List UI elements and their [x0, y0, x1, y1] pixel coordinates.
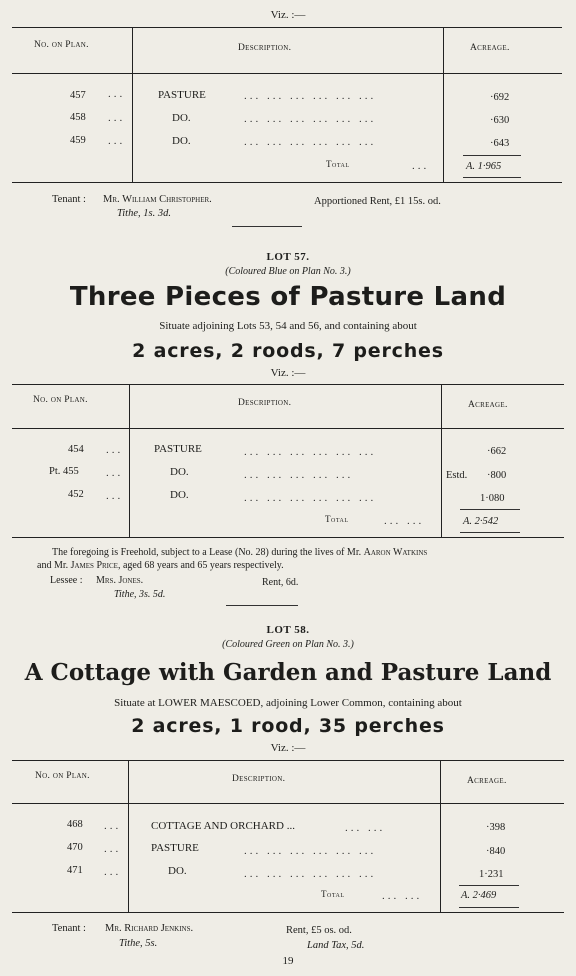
- acreage-value: ·398: [486, 822, 506, 833]
- lease-note-text: and Mr.: [37, 560, 69, 571]
- viz-label: Viz. :—: [270, 367, 306, 379]
- table-bottom-rule: [12, 912, 564, 913]
- lot-number: LOT 57.: [266, 251, 310, 263]
- leader-dots: ... ... ... ... ... ...: [244, 113, 377, 125]
- plan-number: 454: [68, 444, 84, 455]
- total-label: Total: [326, 159, 350, 169]
- plan-number: 470: [67, 842, 83, 853]
- lot-number: LOT 58.: [266, 624, 310, 636]
- leader-dots: ... ... ... ... ... ...: [244, 868, 377, 880]
- lessee-life-name: Aaron Watkins: [363, 547, 428, 558]
- leader-dots: ... ... ... ... ... ...: [244, 845, 377, 857]
- lot-area: 2 acres, 1 rood, 35 perches: [131, 715, 445, 737]
- leader-dots: ... ...: [382, 890, 423, 902]
- leader-dots: ...: [108, 112, 126, 124]
- table-top-rule: [12, 27, 562, 28]
- page-number: 19: [282, 955, 294, 967]
- table-header-rule: [12, 73, 562, 74]
- table-header-rule: [12, 803, 564, 804]
- lease-note-text: , aged 68 years and 65 years respectively.: [117, 560, 284, 571]
- tithe: Tithe, 1s. 3d.: [117, 208, 171, 219]
- header-plan: No. on Plan.: [35, 771, 90, 781]
- description: PASTURE: [158, 89, 206, 101]
- acreage-value: 1·231: [479, 869, 504, 880]
- tenant-name: Mr. William Christopher.: [103, 194, 212, 205]
- lot-heading: A Cottage with Garden and Pasture Land: [24, 659, 552, 686]
- table-bottom-rule: [12, 182, 562, 183]
- leader-dots: ... ... ... ... ... ...: [244, 90, 377, 102]
- leader-dots: ...: [104, 866, 122, 878]
- plan-colour-note: (Coloured Green on Plan No. 3.): [222, 639, 354, 650]
- plan-number: 471: [67, 865, 83, 876]
- column-divider: [440, 760, 441, 912]
- acreage-value: 1·080: [480, 493, 505, 504]
- lot-area: 2 acres, 2 roods, 7 perches: [132, 340, 444, 362]
- total-label: Total: [321, 889, 345, 899]
- total-rule: [459, 907, 519, 908]
- acreage-value: ·840: [486, 846, 506, 857]
- table-top-rule: [12, 384, 564, 385]
- plan-colour-note: (Coloured Blue on Plan No. 3.): [225, 266, 351, 277]
- rent: Rent, 6d.: [262, 577, 299, 588]
- description: DO.: [170, 466, 189, 478]
- apportioned-rent: Apportioned Rent, £1 15s. od.: [314, 196, 441, 207]
- total-rule: [463, 177, 521, 178]
- description: DO.: [168, 865, 187, 877]
- acreage-value: ·692: [490, 92, 510, 103]
- situation-text: Situate at LOWER MAESCOED, adjoining Lower Common, containing about: [114, 697, 462, 709]
- viz-label: Viz. :—: [270, 742, 306, 754]
- header-plan: No. on Plan.: [34, 40, 89, 50]
- column-divider: [132, 27, 133, 182]
- total-acreage: A. 2·469: [461, 890, 497, 901]
- header-acreage: Acreage.: [470, 43, 510, 53]
- plan-number: 459: [70, 135, 86, 146]
- total-rule: [463, 155, 521, 156]
- section-separator: [226, 605, 298, 606]
- section-separator: [232, 226, 302, 227]
- tenant-label: Tenant :: [52, 923, 86, 934]
- plan-number: 468: [67, 819, 83, 830]
- tithe: Tithe, 3s. 5d.: [114, 589, 166, 600]
- total-rule: [459, 885, 519, 886]
- plan-number: 457: [70, 90, 86, 101]
- lease-note: [52, 547, 427, 558]
- acreage-value: ·800: [487, 470, 507, 481]
- rent: Rent, £5 os. od.: [286, 925, 352, 936]
- header-description: Description.: [238, 398, 292, 408]
- description: COTTAGE AND ORCHARD ...: [151, 820, 295, 832]
- acreage-value: ·630: [490, 115, 510, 126]
- column-divider: [443, 27, 444, 182]
- table-bottom-rule: [12, 537, 564, 538]
- leader-dots: ...: [108, 88, 126, 100]
- lease-note-text: The foregoing is Freehold, subject to a Lease (No. 28) during the lives of Mr.: [52, 547, 362, 558]
- table-header-rule: [12, 428, 564, 429]
- situation-text: Situate adjoining Lots 53, 54 and 56, and containing about: [159, 320, 417, 332]
- description: DO.: [172, 135, 191, 147]
- lessee-label: Lessee :: [50, 575, 83, 586]
- total-label: Total: [325, 514, 349, 524]
- plan-number: Pt. 455: [49, 466, 79, 477]
- column-divider: [129, 384, 130, 537]
- leader-dots: ... ...: [345, 822, 386, 834]
- column-divider: [128, 760, 129, 912]
- header-acreage: Acreage.: [468, 400, 508, 410]
- tenant-label: Tenant :: [52, 194, 86, 205]
- lease-note: [37, 560, 284, 571]
- table-top-rule: [12, 760, 564, 761]
- total-acreage: A. 1·965: [466, 161, 502, 172]
- leader-dots: ... ... ... ... ...: [244, 469, 354, 481]
- leader-dots: ... ... ... ... ... ...: [244, 446, 377, 458]
- header-acreage: Acreage.: [467, 776, 507, 786]
- plan-number: 452: [68, 489, 84, 500]
- viz-label: Viz. :—: [270, 9, 306, 21]
- tithe: Tithe, 5s.: [119, 938, 158, 949]
- total-acreage: A. 2·542: [463, 516, 499, 527]
- leader-dots: ...: [106, 467, 124, 479]
- leader-dots: ... ... ... ... ... ...: [244, 136, 377, 148]
- description: DO.: [172, 112, 191, 124]
- leader-dots: ... ...: [384, 515, 425, 527]
- acreage-value: ·643: [490, 138, 510, 149]
- total-rule: [460, 532, 520, 533]
- description: DO.: [170, 489, 189, 501]
- acreage-estimate-prefix: Estd.: [446, 470, 468, 481]
- column-divider: [441, 384, 442, 537]
- header-plan: No. on Plan.: [33, 395, 88, 405]
- leader-dots: ...: [106, 444, 124, 456]
- lessee-life-name: James Price: [70, 560, 118, 571]
- header-description: Description.: [238, 43, 292, 53]
- leader-dots: ...: [108, 135, 126, 147]
- tenant-name: Mr. Richard Jenkins.: [105, 923, 194, 934]
- land-tax: Land Tax, 5d.: [307, 940, 365, 951]
- leader-dots: ...: [104, 843, 122, 855]
- header-description: Description.: [232, 774, 286, 784]
- lessee-name: Mrs. Jones.: [96, 575, 144, 586]
- leader-dots: ... ... ... ... ... ...: [244, 492, 377, 504]
- plan-number: 458: [70, 112, 86, 123]
- lot-heading: Three Pieces of Pasture Land: [69, 282, 507, 312]
- leader-dots: ...: [412, 160, 430, 172]
- total-rule: [460, 509, 520, 510]
- description: PASTURE: [151, 842, 199, 854]
- description: PASTURE: [154, 443, 202, 455]
- acreage-value: ·662: [487, 446, 507, 457]
- leader-dots: ...: [104, 820, 122, 832]
- leader-dots: ...: [106, 490, 124, 502]
